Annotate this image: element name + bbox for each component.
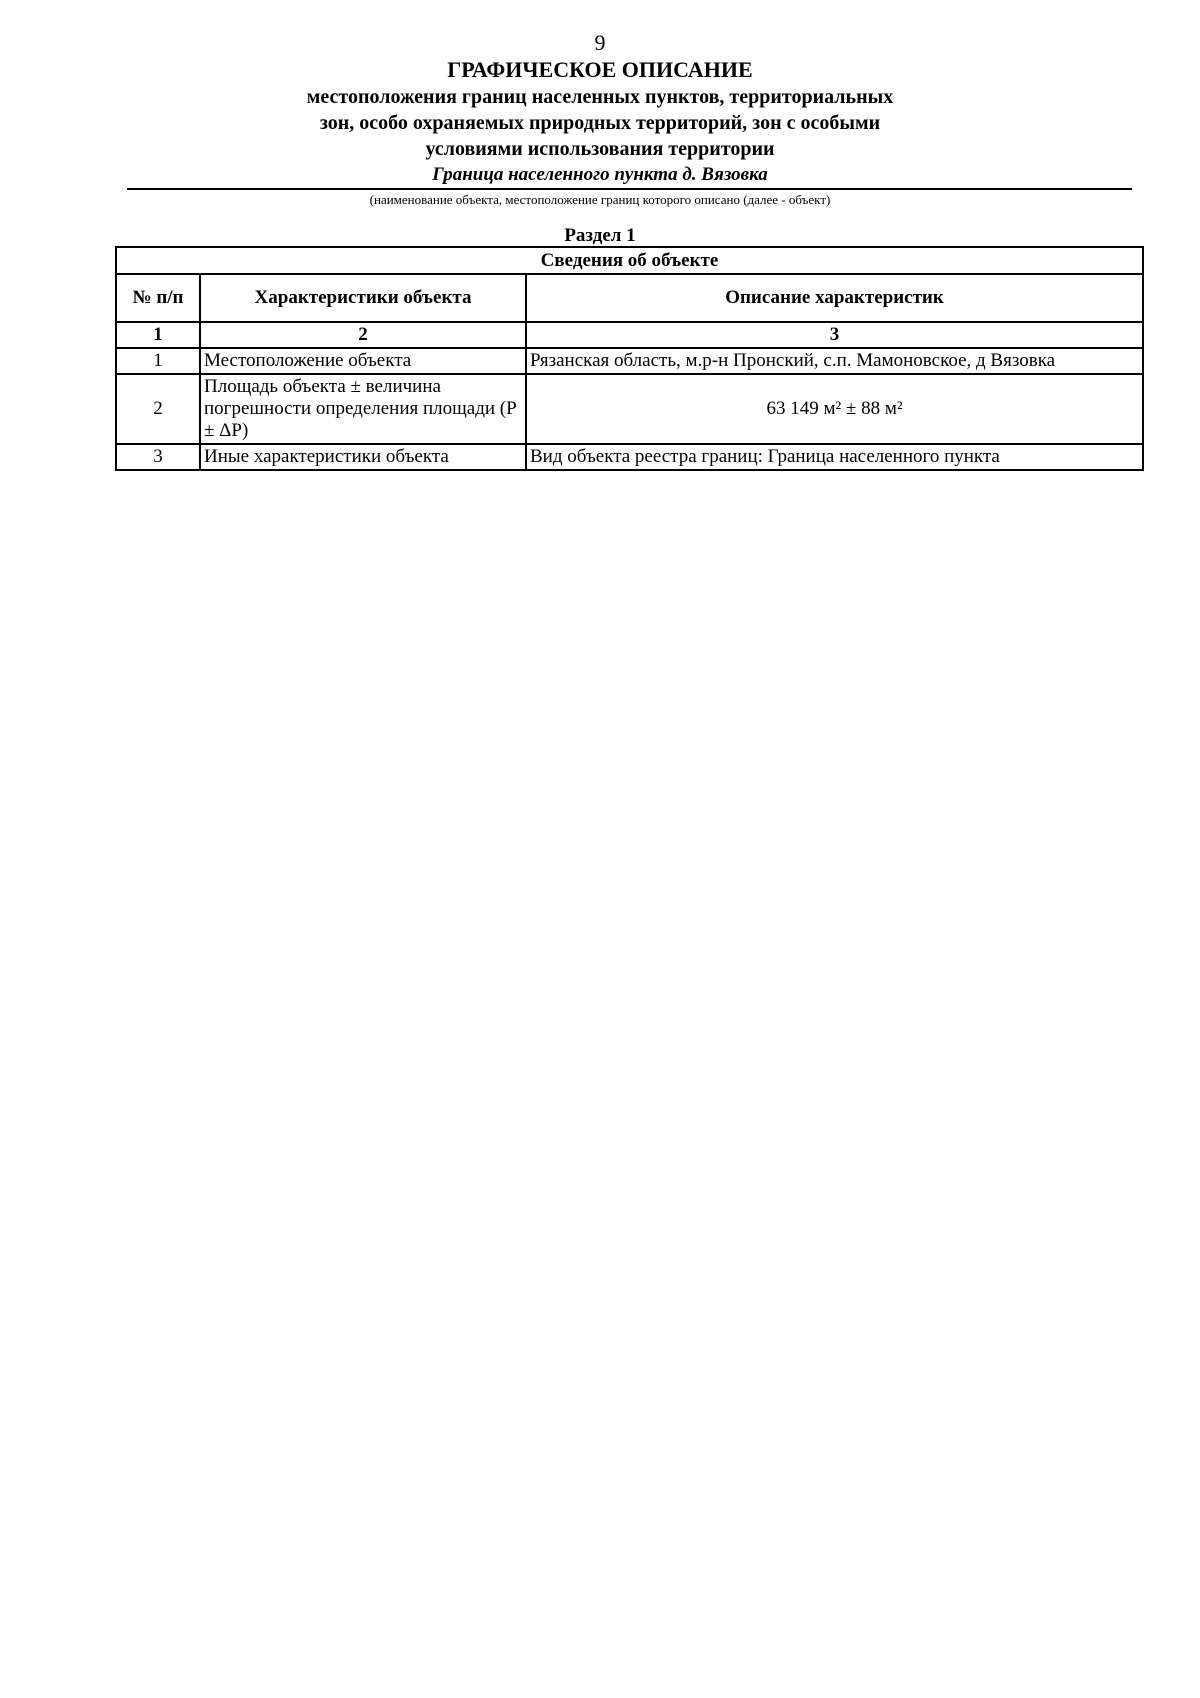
- row-description: Вид объекта реестра границ: Граница населенного пункта: [526, 444, 1143, 470]
- column-number: 2: [200, 322, 526, 348]
- section-title: Раздел 1: [564, 225, 636, 246]
- document-title: ГРАФИЧЕСКОЕ ОПИСАНИЕ: [447, 57, 753, 82]
- column-number: 1: [116, 322, 200, 348]
- table-row: [116, 444, 1143, 470]
- object-info-table: [115, 246, 1144, 471]
- header-number: № п/п: [116, 274, 200, 322]
- table-caption: Сведения об объекте: [116, 247, 1143, 274]
- table-row: [116, 374, 1143, 444]
- object-caption: (наименование объекта, местоположение границ которого описано (далее - объект): [369, 192, 831, 207]
- row-characteristic: Площадь объекта ± величина погрешности определения площади (P ± ΔP): [200, 374, 526, 444]
- object-name-underline: [127, 188, 1132, 190]
- header-characteristic: Характеристики объекта: [200, 274, 526, 322]
- page-number: 9: [594, 30, 606, 55]
- row-number: 2: [116, 374, 200, 444]
- row-number: 1: [116, 348, 200, 374]
- subtitle-line: условиями использования территории: [425, 138, 775, 160]
- row-number: 3: [116, 444, 200, 470]
- document-subtitle: [0, 84, 1200, 162]
- column-number-row: [116, 322, 1143, 348]
- subtitle-line: зон, особо охраняемых природных территорий, зон с особыми: [319, 112, 881, 134]
- column-number: 3: [526, 322, 1143, 348]
- row-characteristic: Иные характеристики объекта: [200, 444, 526, 470]
- row-characteristic: Местоположение объекта: [200, 348, 526, 374]
- subtitle-line: местоположения границ населенных пунктов, территориальных: [306, 86, 894, 108]
- object-name: Граница населенного пункта д. Вязовка: [432, 164, 768, 185]
- table-caption-row: [116, 247, 1143, 274]
- row-description: 63 149 м² ± 88 м²: [526, 374, 1143, 444]
- table-row: [116, 348, 1143, 374]
- table-header-row: [116, 274, 1143, 322]
- row-description: Рязанская область, м.р-н Пронский, с.п. Мамоновское, д Вязовка: [526, 348, 1143, 374]
- header-description: Описание характеристик: [526, 274, 1143, 322]
